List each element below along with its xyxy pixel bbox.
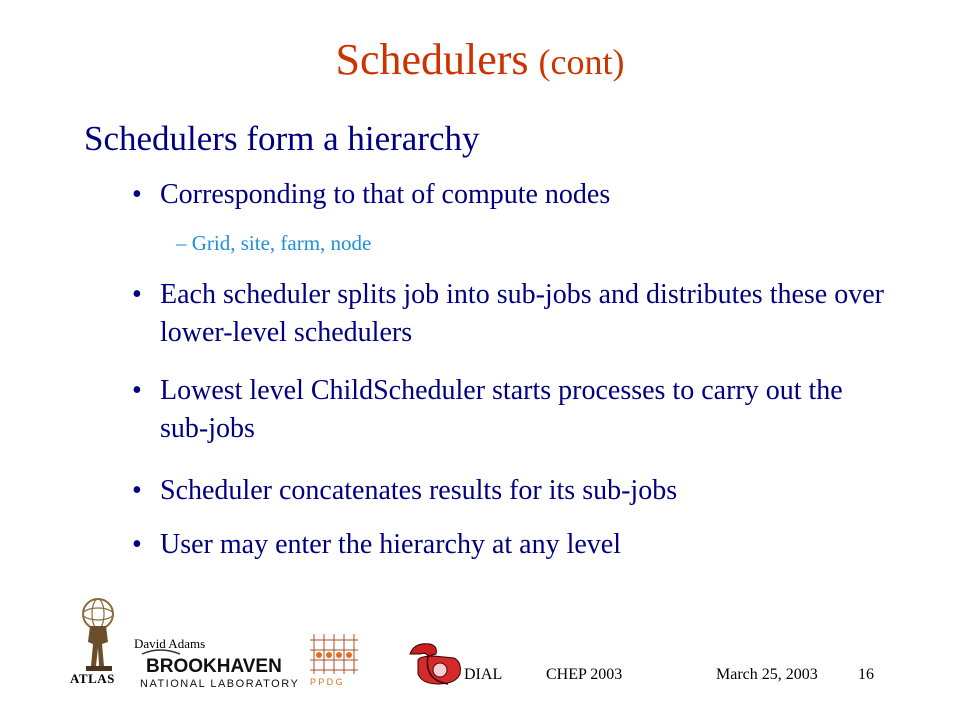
author-name: David Adams <box>134 636 206 651</box>
bullet-text: Lowest level ChildScheduler starts processes to carry out the sub-jobs <box>160 375 843 444</box>
bullet-item <box>132 176 892 214</box>
bullet-icon: • <box>132 279 142 310</box>
bullet-text: Each scheduler splits job into sub-jobs and distributes these over lower-level schedulers <box>160 279 884 348</box>
svg-text:BROOKHAVEN: BROOKHAVEN <box>146 656 282 677</box>
atlas-logo-icon <box>64 596 136 676</box>
slide-title-main: Schedulers <box>335 35 529 84</box>
svg-text:NATIONAL LABORATORY: NATIONAL LABORATORY <box>140 678 300 690</box>
ppdg-logo-icon <box>306 630 362 688</box>
page-number: 16 <box>858 666 874 683</box>
bullet-item <box>132 526 892 564</box>
bullet-icon: • <box>132 529 142 560</box>
bullet-icon: • <box>132 375 142 406</box>
bullet-text: Corresponding to that of compute nodes <box>160 179 611 210</box>
footer-date: March 25, 2003 <box>716 666 818 683</box>
footer-conference: CHEP 2003 <box>546 666 623 683</box>
atlas-label: ATLAS <box>70 671 115 686</box>
bullet-icon: • <box>132 475 142 506</box>
sub-bullet-item: – Grid, site, farm, node <box>176 231 372 255</box>
telephone-icon <box>404 640 468 688</box>
bullet-item <box>132 372 892 448</box>
bullet-text: User may enter the hierarchy at any level <box>160 529 622 560</box>
bullet-icon: • <box>132 179 142 210</box>
slide-title-suffix: (cont) <box>538 42 625 82</box>
bullet-text: Scheduler concatenates results for its sub-jobs <box>160 475 678 506</box>
bullet-item <box>132 472 892 510</box>
svg-text:P P D G: P P D G <box>310 677 343 687</box>
footer-project: DIAL <box>464 666 503 683</box>
slide-heading: Schedulers form a hierarchy <box>84 119 480 158</box>
brookhaven-logo-icon <box>140 648 308 692</box>
bullet-item <box>132 276 892 352</box>
slide-title <box>0 34 960 88</box>
